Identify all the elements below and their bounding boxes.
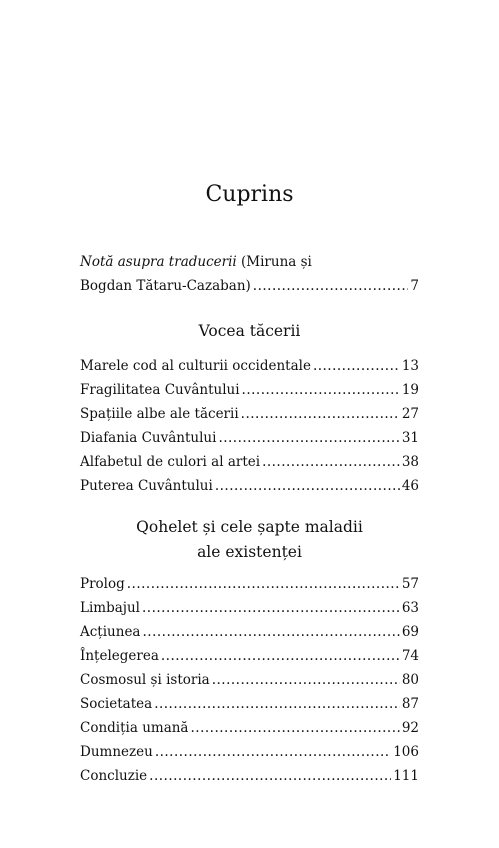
section-heading: Vocea tăcerii — [198, 322, 301, 340]
note-title-rest: (Miruna și — [236, 254, 312, 270]
toc-entry-title: Condiția umană — [80, 720, 189, 736]
toc-entry-title: Înțelegerea — [80, 648, 159, 664]
toc-entry-page: 19 — [401, 382, 419, 398]
toc-leader-dots — [253, 274, 409, 298]
toc-entry-page: 69 — [401, 624, 419, 640]
toc-leader-dots — [215, 474, 400, 498]
toc-leader-dots — [212, 668, 400, 692]
note-title-italic: Notă asupra traducerii — [80, 254, 237, 270]
toc-entry-page: 7 — [410, 278, 419, 294]
toc-leader-dots — [142, 620, 399, 644]
toc-entry[interactable] — [80, 740, 419, 764]
toc-entry-page: 111 — [393, 768, 419, 784]
section-heading-line-2: ale existenței — [197, 543, 302, 561]
toc-entry-page: 13 — [401, 358, 419, 374]
toc-leader-dots — [190, 716, 399, 740]
page-title: Cuprins — [205, 182, 294, 207]
toc-entry-page: 63 — [401, 600, 419, 616]
toc-entry-title: Alfabetul de culori al artei — [80, 454, 261, 470]
toc-entry[interactable] — [80, 716, 419, 740]
toc-leader-dots — [142, 596, 400, 620]
toc-entry-page: 87 — [401, 696, 419, 712]
toc-entry-page: 106 — [393, 744, 419, 760]
toc-entry-title: Puterea Cuvântului — [80, 478, 213, 494]
toc-entry-page: 46 — [401, 478, 419, 494]
toc-entry-page: 80 — [401, 672, 419, 688]
toc-entry[interactable] — [80, 474, 419, 498]
toc-leader-dots — [313, 354, 400, 378]
toc-entry[interactable] — [80, 572, 419, 596]
toc-leader-dots — [155, 740, 391, 764]
toc-entry-note[interactable] — [80, 274, 419, 298]
toc-entry-title: Acțiunea — [80, 624, 141, 640]
toc-entry[interactable] — [80, 644, 419, 668]
toc-entry-title: Concluzie — [80, 768, 148, 784]
toc-entry-page: 31 — [401, 430, 419, 446]
toc-entry-page: 92 — [401, 720, 419, 736]
toc-entry-title: Spațiile albe ale tăcerii — [80, 406, 239, 422]
note-line-1 — [80, 250, 419, 274]
toc-entry[interactable] — [80, 378, 419, 402]
toc-entry[interactable] — [80, 450, 419, 474]
toc-leader-dots — [262, 450, 400, 474]
toc-leader-dots — [241, 402, 400, 426]
toc-entry-title: Bogdan Tătaru-Cazaban) — [80, 278, 251, 294]
toc-leader-dots — [218, 426, 399, 450]
toc-leader-dots — [127, 572, 400, 596]
toc-entry[interactable] — [80, 692, 419, 716]
toc-entry-title: Societatea — [80, 696, 153, 712]
toc-entry[interactable] — [80, 426, 419, 450]
toc-entry-title: Marele cod al culturii occidentale — [80, 358, 311, 374]
toc-entry[interactable] — [80, 354, 419, 378]
toc-leader-dots — [149, 764, 391, 788]
toc-entry-title: Fragilitatea Cuvântului — [80, 382, 240, 398]
toc-entry-title: Limbajul — [80, 600, 140, 616]
toc-entry[interactable] — [80, 668, 419, 692]
toc-entry-page: 57 — [401, 576, 419, 592]
toc-entry[interactable] — [80, 596, 419, 620]
toc-entry-title: Prolog — [80, 576, 125, 592]
toc-leader-dots — [161, 644, 400, 668]
toc-entry-title: Diafania Cuvântului — [80, 430, 217, 446]
toc-entry[interactable] — [80, 764, 419, 788]
toc-entry[interactable] — [80, 620, 419, 644]
toc-entry-page: 27 — [401, 406, 419, 422]
toc-leader-dots — [242, 378, 400, 402]
toc-leader-dots — [154, 692, 400, 716]
toc-entry-title: Cosmosul și istoria — [80, 672, 210, 688]
toc-entry-title: Dumnezeu — [80, 744, 153, 760]
toc-entry[interactable] — [80, 402, 419, 426]
toc-entry-page: 74 — [401, 648, 419, 664]
section-heading: Qohelet și cele șapte maladii — [136, 518, 363, 536]
toc-entry-page: 38 — [401, 454, 419, 470]
